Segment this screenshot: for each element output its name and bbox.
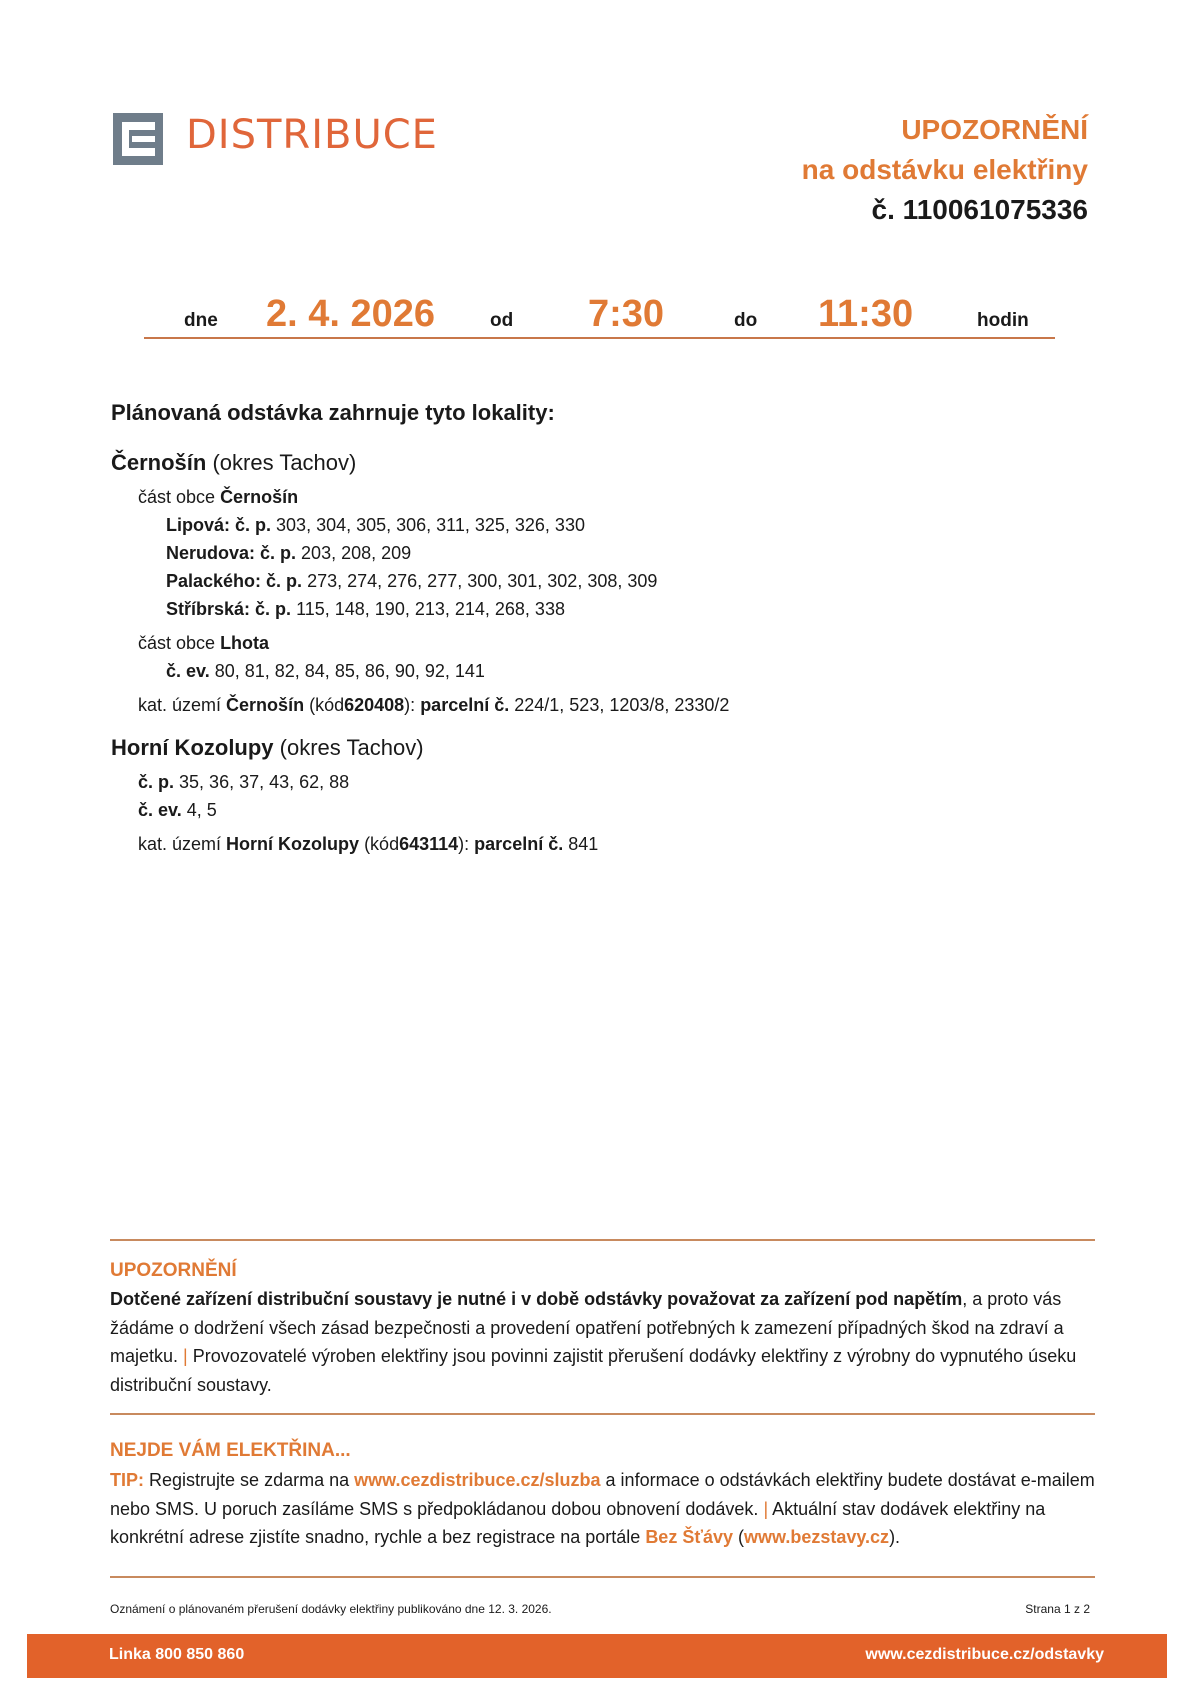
- end-time: 11:30: [818, 293, 914, 335]
- municipality-name: Černošín: [111, 450, 207, 475]
- kozolupy-cp-numbers: č. p. 35, 36, 37, 43, 62, 88: [138, 772, 350, 792]
- hours-label: hodin: [977, 310, 1029, 331]
- notice-title: [802, 110, 1088, 230]
- street-lipova: Lipová: č. p. 303, 304, 305, 306, 311, 325, 326, 330: [166, 515, 585, 535]
- portal-name: Bez Šťávy: [645, 1527, 733, 1547]
- outage-date: 2. 4. 2026: [266, 293, 436, 335]
- street-nerudova: Nerudova: č. p. 203, 208, 209: [166, 543, 412, 563]
- warning-heading: UPOZORNĚNÍ: [110, 1260, 237, 1281]
- separator: |: [763, 1498, 769, 1519]
- publication-note: Oznámení o plánovaném přerušení dodávky elektřiny publikováno dne 12. 3. 2026.: [110, 1602, 552, 1616]
- from-label: od: [490, 310, 514, 331]
- cadastral-horni-kozolupy: kat. území Horní Kozolupy (kód643114): parcelní č. 841: [138, 834, 599, 854]
- municipality-horni-kozolupy: [111, 735, 424, 761]
- warning-top-divider: [110, 1239, 1095, 1241]
- registration-link[interactable]: www.cezdistribuce.cz/sluzba: [354, 1470, 601, 1490]
- warning-bottom-divider: [110, 1413, 1095, 1415]
- schedule-divider: [144, 337, 1055, 339]
- schedule-row: [144, 290, 1055, 336]
- day-label: dne: [184, 310, 218, 331]
- street-palackeho: Palackého: č. p. 273, 274, 276, 277, 300, 301, 302, 308, 309: [166, 571, 658, 591]
- to-label: do: [734, 310, 758, 331]
- start-time: 7:30: [588, 293, 665, 335]
- district: (okres Tachov): [212, 450, 357, 475]
- outages-website-link[interactable]: www.cezdistribuce.cz/odstavky: [865, 1646, 1104, 1663]
- page-number: Strana 1 z 2: [1025, 1602, 1090, 1616]
- warning-text: Dotčené zařízení distribuční soustavy je nutné i v době odstávky považovat za zařízení pod napětím, a proto vás žádáme o dodržení všech zásad bezpečnosti a provedení opatření potřebných k zamezení případných škod na zdraví a majetku. | Provozovatelé výroben elektřiny jsou povinni zajistit přerušení dodávky elektřiny z výrobny do vypnutého úseku distribuční soustavy.: [110, 1289, 1077, 1395]
- title-subtitle: na odstávku elektřiny: [801, 154, 1088, 185]
- part-lhota: část obce Lhota: [138, 633, 270, 653]
- street-stribrska: Stříbrská: č. p. 115, 148, 190, 213, 214, 268, 338: [166, 599, 565, 619]
- tip-heading: NEJDE VÁM ELEKTŘINA...: [110, 1440, 351, 1461]
- cez-logo-icon: [113, 113, 163, 165]
- hotline-number: Linka 800 850 860: [109, 1646, 245, 1663]
- kozolupy-ev-numbers: č. ev. 4, 5: [138, 800, 217, 820]
- tip-label: TIP:: [110, 1470, 144, 1490]
- tip-bottom-divider: [110, 1576, 1095, 1578]
- title-upozorneni: UPOZORNĚNÍ: [901, 114, 1088, 145]
- separator: |: [183, 1346, 188, 1366]
- footer-bar: [27, 1634, 1167, 1678]
- part-cernosin: část obce Černošín: [138, 487, 299, 507]
- lhota-ev-numbers: č. ev. 80, 81, 82, 84, 85, 86, 90, 92, 141: [166, 661, 485, 681]
- cadastral-cernosin: kat. území Černošín (kód620408): parcelní č. 224/1, 523, 1203/8, 2330/2: [138, 695, 730, 715]
- bezstavy-link[interactable]: www.bezstavy.cz: [744, 1527, 890, 1547]
- logo-text: DISTRIBUCE: [186, 112, 438, 158]
- tip-text: TIP: Registrujte se zdarma na www.cezdistribuce.cz/sluzba a informace o odstávkách elektřiny budete dostávat e-mailem nebo SMS. U poruch zasíláme SMS s předpokládanou dobou obnovení dodávek. | Aktuální stav dodávek elektřiny na konkrétní adrese zjistíte snadno, rychle a bez registrace na portále Bez Šťávy (www.bezstavy.cz).: [110, 1470, 1095, 1547]
- locations-heading: Plánovaná odstávka zahrnuje tyto lokality:: [111, 400, 555, 425]
- municipality-name: Horní Kozolupy: [111, 735, 274, 760]
- municipality-cernosin: [111, 450, 356, 476]
- notice-number: č. 110061075336: [871, 194, 1088, 225]
- district: (okres Tachov): [279, 735, 424, 760]
